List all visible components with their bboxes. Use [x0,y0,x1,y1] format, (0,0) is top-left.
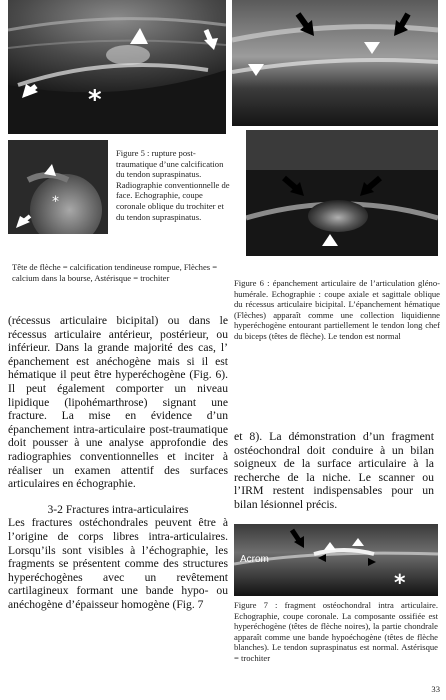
figure-5-radiograph [8,140,108,234]
figure-7-caption: Figure 7 : fragment ostéochondral intra articulaire. Echographie, coupe coronale. La composante ossifiée est hyperéchogène (têtes de flèche noires), la partie chondrale apparaît comme une bande hypoéchogène (têtes de flèche blanches). Le tendon supraspinatus est normal. Astérisque = trochiter [234,600,438,663]
figure-6-ultrasound-axial [232,0,438,126]
body-paragraph-2: Les fractures ostéchondrales peuvent être à l’origine de corps libres intra-articulaires. Lorsqu’ils sont visibles à l’échographie, les fragments se présentent comme des structures hyperéchogènes avec un revêtement cartilagineux formant une bande hypo- ou anéchogène d’épaisseur homogène (Fig. 7 [8,516,228,611]
figure-6-ultrasound-sagittal [246,130,438,256]
page-number: 33 [431,684,440,694]
asterisk-marker: * [88,85,102,115]
asterisk-marker: * [394,571,406,596]
body-paragraph-1: (récessus articulaire bicipital) ou dans le récessus articulaire antérieur, postérieur, ou inférieur. Dans la grande majorité des cas, l’ épanchement est anéchogène mais si il est hématique il peut être hyperéchogène (Fig. 6). Il peut également comporter un niveau lipidique (lipohémarthrose) signant une fracture. La mise en évidence d’un épanchement intra-articulaire post-traumatique doit pousser à une analyse approfondie des radiographies conventionnelles et inciter à réaliser un examen attentif des surfaces articulaires en échographie. [8,314,228,491]
right-column-paragraph: et 8). La démonstration d’un fragment ostéochondral doit conduire à un bilan soigneux de la surface articulaire à la recherche de la niche. Le scanner ou l’IRM restent indispensables pour un bilan lésionnel précis. [234,429,434,511]
figure-7-ultrasound [234,524,438,596]
figure-6-caption: Figure 6 : épanchement articulaire de l’articulation gléno-humérale. Echographie : coupe axiale et sagittale oblique du récessus articulaire bicipital. L’épanchement hématique (Flèches) apparaît comme une collection liquidienne hyperéchogène entourant partiellement le tendon long chef du biceps (têtes de flèche). Le tendon est normal [234,278,440,341]
figure-5-legend: Tête de flèche = calcification tendineuse rompue, Flèches = calcium dans la bourse, Astérisque = trochiter [12,262,218,283]
acrom-label: Acrom [240,554,269,565]
figure-5-ultrasound [8,0,226,134]
section-heading: 3-2 Fractures intra-articulaires [47,502,189,516]
left-column [8,314,228,611]
asterisk-marker: * [52,194,59,210]
figure-5-caption: Figure 5 : rupture post-traumatique d’une calcification du tendon supraspinatus. Radiographie conventionnelle de face. Echographie, coupe coronale oblique du trochiter et du tendon supraspinatus. [116,148,230,222]
